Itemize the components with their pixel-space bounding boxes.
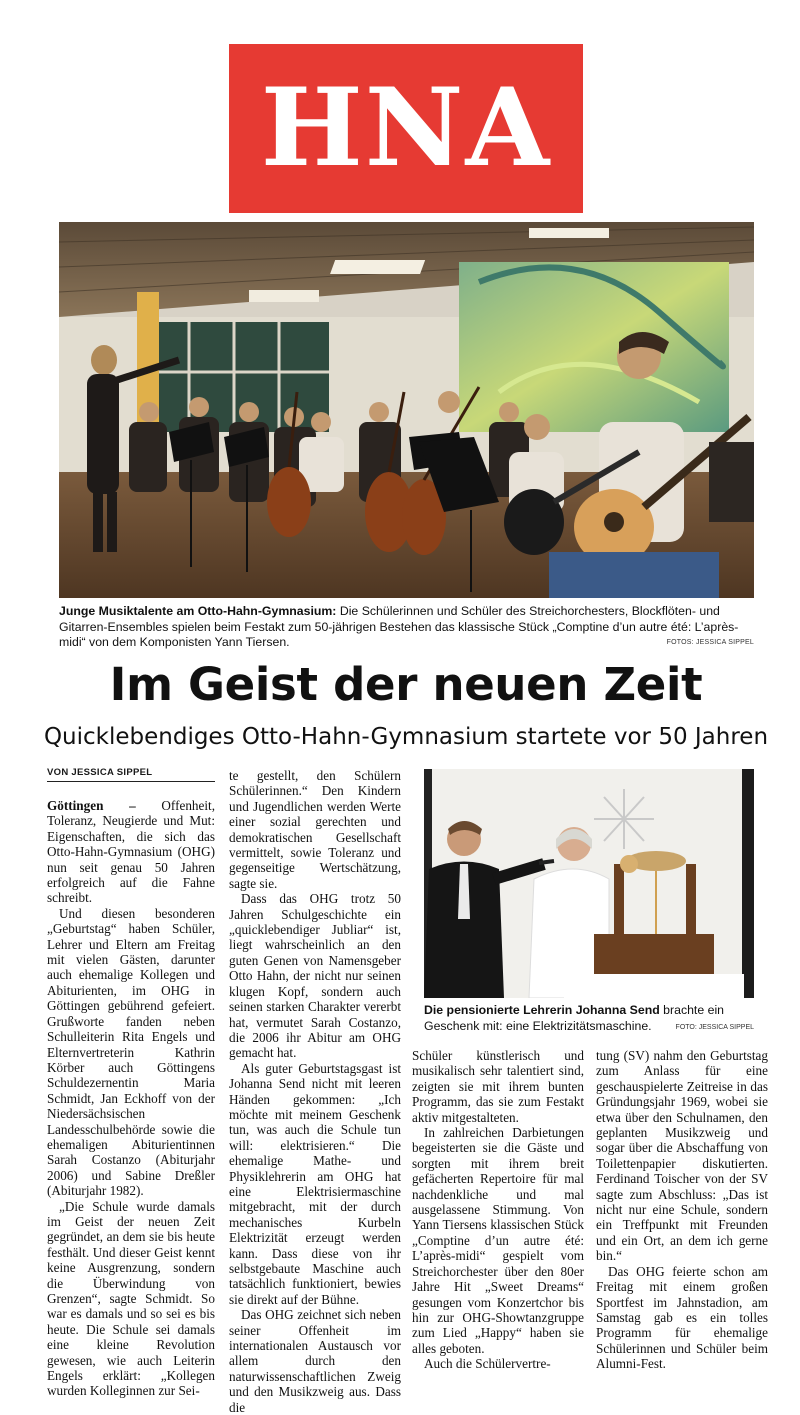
caption-text: Die Schülerinnen und Schüler des Streichorchesters, Blockflöten- und Gitarren-Ensembles spielen beim Festakt zum 50-jährigen Bestehen das klassische Stück „Comptine d’un autre été: L’après-midi“ von dem Komponisten Yann Tiersen. bbox=[59, 604, 739, 649]
main-photo-caption bbox=[59, 604, 754, 651]
paragraph: „Die Schule wurde damals im Geist der neuen Zeit gegründet, an dem sie bis heute festhält. Und dieser Geist kennt keine Ausgrenzung, sondern die Überwindung von Grenzen“, sagte Schmidt. So war es damals und so sei es bis heute. Die Schule sei damals eine kleine Revolution gewesen, wie auch Leiterin Engels erklärt: „Kollegen wurden Kolleginnen zur Sei- bbox=[47, 1198, 215, 1399]
caption-lead: Junge Musiktalente am Otto-Hahn-Gymnasium: bbox=[59, 604, 337, 618]
caption-text: brachte ein Geschenk mit: eine Elektrizitätsmaschine. bbox=[424, 1003, 725, 1033]
paragraph: Auch die Schülervertre- bbox=[424, 1356, 551, 1372]
paragraph: Göttingen – Offenheit, Toleranz, Neugierde und Mut: Eigenschaften, die sich das Otto-Hahn-Gymnasium (OHG) nun seit genau 50 Jahren erfolgreich auf die Fahne schreibt. bbox=[47, 798, 215, 906]
article-column-1 bbox=[47, 798, 215, 1399]
orchestra-photo bbox=[59, 222, 754, 598]
caption-lead: Die pensionierte Lehrerin Johanna Send bbox=[424, 1003, 660, 1017]
hna-logo bbox=[229, 44, 583, 213]
article-column-2 bbox=[229, 768, 401, 1415]
paragraph: Als guter Geburtstagsgast ist Johanna Send nicht mit leeren Händen gekommen: „Ich möchte mit meinem Geschenk tun, was auch die Schule tun will: elektrisieren.“ Die ehemalige Mathe- und Physiklehrerin am OHG hat eine Elektrisiermaschine mitgebracht, mit der durch mechanisches Kurbeln Elektrizität erzeugt werden kann. Dass diese von ihr selbstgebaute Maschine auch tatsächlich funktioniert, bewies sie direkt auf der Bühne. bbox=[229, 1060, 401, 1307]
paragraph: Das OHG feierte schon am Freitag mit einem großen Sportfest im Jahnstadion, am Samstag gab es ein tolles Programm für ehemalige Schülerinnen und Schüler beim Alumni-Fest. bbox=[596, 1263, 768, 1372]
subheadline: Quicklebendiges Otto-Hahn-Gymnasium startete vor 50 Jahren bbox=[43, 724, 769, 750]
photo-credit: FOTOS: JESSICA SIPPEL bbox=[666, 639, 754, 646]
dateline: Göttingen – bbox=[47, 798, 136, 813]
article-column-4 bbox=[596, 1048, 768, 1372]
paragraph: Das OHG zeichnet sich neben seiner Offenheit im internationalen Austausch vor allem durch den naturwissenschaftlichen Zweig und den Musikzweig aus. Dass die bbox=[229, 1307, 401, 1415]
electricity-machine-photo bbox=[424, 769, 754, 998]
paragraph: In zahlreichen Darbietungen begeisterten sie die Gäste und sorgten mit ihrem breit gefächerten Repertoire für mal nachdenkliche und mal ausgelassene Stimmung. Von Yann Tiersens klassischen Stück „Comptine d’un autre été: L’après-midi“ gespielt vom Streichorchester über den 80er Jahre Hit „Sweet Dreams“ gesungen vom Konzertchor bis hin zur OHG-Showtanzgruppe zum Lied „Happy“ haben sie alles geboten. bbox=[412, 1125, 584, 1356]
article-column-3 bbox=[412, 1048, 584, 1372]
paragraph: Und diesen besonderen „Geburtstag“ haben Schüler, Lehrer und Eltern am Freitag mit vielen Gästen, darunter auch ehemalige Kollegen und Abiturienten, im OHG in Göttingen gebührend gefeiert. Grußworte fanden neben Schulleiterin Rita Engels und Elternvertreterin Kathrin Körber auch Göttingens Schuldezernentin Maria Schmidt, Jan Eckhoff von der Niedersächsischen Landesschulbehörde sowie die ehemaligen Abiturientinnen Sarah Costanzo (Abiturjahr 2006) und Sabine Dreßler (Abiturjahr 1982). bbox=[47, 905, 215, 1199]
logo-text: HNA bbox=[260, 65, 552, 191]
headline: Im Geist der neuen Zeit bbox=[109, 658, 703, 711]
paragraph: te gestellt, den Schülern Schülerinnen.“ Den Kindern und Jugendlichen werden Werte einer sozial gerechten und demokratischen Gesellschaft vermittelt, sowie Toleranz und gegenseitige Wertschätzung, sagte sie. bbox=[229, 768, 401, 891]
photo-credit: FOTO: JESSICA SIPPEL bbox=[675, 1024, 754, 1031]
paragraph: Schüler künstlerisch und musikalisch sehr talentiert sind, zeigten sie mit ihrem bunten Programm, das sie zum Festakt aktiv mitgestalteten. bbox=[412, 1048, 584, 1125]
paragraph: tung (SV) nahm den Geburtstag zum Anlass für eine geschauspielerte Zeitreise in das Gründungsjahr 1969, wobei sie etwa über den Schulnamen, den geplanten Musikzweig und sogar über die Abschaffung von Toilettenpapier diskutierten. Ferdinand Toischer von der SV sagte zum Abschluss: „Das ist nicht nur eine Schule, sondern ein Treffpunkt mit Freunden und ein Ort, an dem ich gerne bin.“ bbox=[596, 1048, 768, 1264]
byline: VON JESSICA SIPPEL bbox=[47, 767, 215, 782]
paragraph: Dass das OHG trotz 50 Jahren Schulgeschichte ein „quicklebendiger Jubliar“ ist, liegt wahrscheinlich an den guten Genen von Namensgeber Otto Hahn, der nicht nur seinen klugen Kopf, sondern auch seinen starken Charakter vererbt hat, vermutet Sarah Costanzo, die 2006 ihr Abitur am OHG gemacht hat. bbox=[229, 891, 401, 1061]
